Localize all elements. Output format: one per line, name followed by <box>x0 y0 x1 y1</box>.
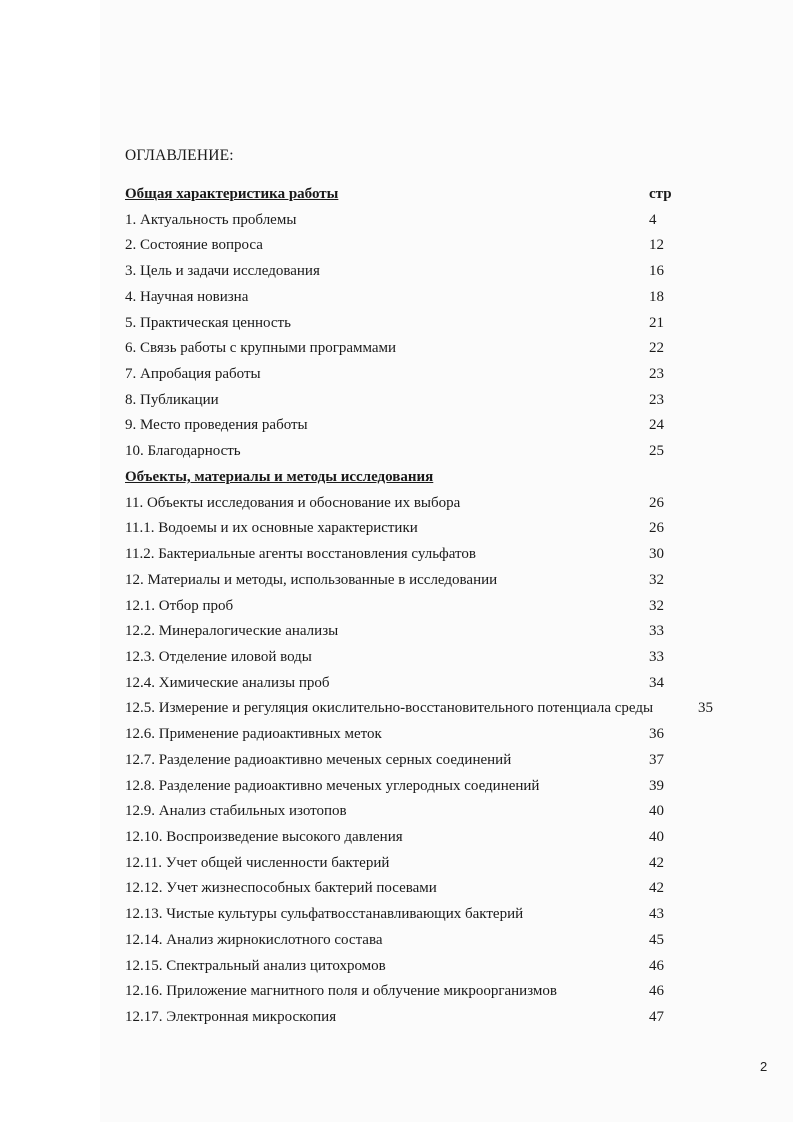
toc-entry-label: 12.7. Разделение радиоактивно меченых серных соединений <box>125 751 512 768</box>
toc-entry-page: 21 <box>649 314 664 331</box>
toc-row <box>125 366 725 392</box>
toc-entry-page: 46 <box>649 983 664 1000</box>
toc-row <box>125 752 725 778</box>
toc-row <box>125 315 725 341</box>
toc-entry-label: 12.10. Воспроизведение высокого давления <box>125 828 403 845</box>
toc-section-heading <box>125 469 725 495</box>
toc-row <box>125 623 725 649</box>
toc-entry-page: 26 <box>649 494 664 511</box>
toc-entry-label: 12.17. Электронная микроскопия <box>125 1009 337 1025</box>
toc-entry-label: 12.4. Химические анализы проб <box>125 674 330 691</box>
toc-entry-label: 12.1. Отбор проб <box>125 597 234 614</box>
toc-row <box>125 263 725 289</box>
toc-row <box>125 649 725 675</box>
toc-entry-page: 23 <box>649 391 664 408</box>
toc-entry-label: 12.6. Применение радиоактивных меток <box>125 726 382 743</box>
toc-entry-page: 34 <box>649 674 664 691</box>
toc-row <box>125 855 725 881</box>
toc-entry-page: 40 <box>649 803 664 820</box>
toc-row <box>125 443 725 469</box>
toc-entry-label: 12.16. Приложение магнитного поля и облучение микроорганизмов <box>125 983 557 1000</box>
toc-entry-page: 39 <box>649 777 664 794</box>
table-of-contents <box>125 186 725 1035</box>
toc-entry-page: 32 <box>649 571 664 588</box>
toc-entry-page: 18 <box>649 288 664 305</box>
toc-entry-page: 32 <box>649 597 664 614</box>
toc-entry-page: 4 <box>649 211 657 228</box>
toc-entry-page: 40 <box>649 828 664 845</box>
toc-row <box>125 675 725 701</box>
toc-entry-page: 12 <box>649 237 664 254</box>
toc-entry-page: 42 <box>649 854 664 871</box>
toc-row <box>125 572 725 598</box>
toc-row <box>125 495 725 521</box>
toc-row <box>125 392 725 418</box>
toc-entry-label: 7. Апробация работы <box>125 366 261 383</box>
toc-entry-label: 11. Объекты исследования и обоснование их выбора <box>125 494 461 511</box>
toc-entry-page: 35 <box>698 700 713 717</box>
toc-entry-label: 12.2. Минералогические анализы <box>125 623 339 640</box>
toc-row <box>125 598 725 624</box>
toc-entry-page: 46 <box>649 957 664 974</box>
toc-row <box>125 726 725 752</box>
toc-row <box>125 803 725 829</box>
toc-row <box>125 546 725 572</box>
toc-entry-label: 12.3. Отделение иловой воды <box>125 648 312 665</box>
toc-section-heading <box>125 186 725 212</box>
toc-entry-page: 16 <box>649 263 664 280</box>
toc-entry-page: 30 <box>649 546 664 563</box>
toc-row <box>125 932 725 958</box>
toc-entry-label: 12.15. Спектральный анализ цитохромов <box>125 957 386 974</box>
toc-entry-label: 10. Благодарность <box>125 443 241 460</box>
toc-entry-page: 26 <box>649 520 664 537</box>
toc-entry-page: 25 <box>649 443 664 460</box>
toc-row <box>125 778 725 804</box>
toc-entry-label: 12.8. Разделение радиоактивно меченых углеродных соединений <box>125 777 540 794</box>
toc-entry-label: 12.13. Чистые культуры сульфатвосстанавливающих бактерий <box>125 906 524 923</box>
toc-entry-label: 5. Практическая ценность <box>125 314 291 331</box>
toc-row <box>125 1009 725 1035</box>
toc-entry-page: 23 <box>649 366 664 383</box>
toc-entry-label: 11.2. Бактериальные агенты восстановления сульфатов <box>125 546 476 563</box>
toc-row <box>125 340 725 366</box>
toc-entry-label: Объекты, материалы и методы исследования <box>125 468 434 485</box>
toc-entry-label: Общая характеристика работы <box>125 186 339 202</box>
toc-entry-label: 12.11. Учет общей численности бактерий <box>125 854 390 871</box>
toc-entry-label: 12.5. Измерение и регуляция окислительно-восстановительного потенциала среды <box>125 700 654 717</box>
toc-entry-label: 8. Публикации <box>125 391 219 408</box>
toc-entry-label: 6. Связь работы с крупными программами <box>125 340 397 357</box>
toc-entry-page: 24 <box>649 417 664 434</box>
toc-entry-label: 3. Цель и задачи исследования <box>125 263 320 280</box>
toc-row <box>125 417 725 443</box>
toc-entry-page: 22 <box>649 340 664 357</box>
toc-entry-page: 45 <box>649 931 664 948</box>
toc-row <box>125 289 725 315</box>
toc-entry-page: стр <box>649 186 672 202</box>
toc-entry-label: 11.1. Водоемы и их основные характеристики <box>125 520 418 537</box>
toc-row <box>125 829 725 855</box>
toc-entry-label: 12.12. Учет жизнеспособных бактерий посевами <box>125 880 437 897</box>
toc-row <box>125 906 725 932</box>
toc-entry-page: 37 <box>649 751 664 768</box>
toc-row <box>125 237 725 263</box>
toc-entry-page: 33 <box>649 648 664 665</box>
toc-entry-label: 12.14. Анализ жирнокислотного состава <box>125 931 383 948</box>
toc-row <box>125 983 725 1009</box>
toc-row <box>125 958 725 984</box>
toc-row <box>125 212 725 238</box>
toc-row <box>125 520 725 546</box>
toc-heading: ОГЛАВЛЕНИЕ: <box>125 147 234 164</box>
toc-entry-label: 2. Состояние вопроса <box>125 237 263 254</box>
toc-entry-page: 36 <box>649 726 664 743</box>
toc-entry-label: 9. Место проведения работы <box>125 417 308 434</box>
toc-entry-page: 47 <box>649 1009 664 1025</box>
toc-entry-label: 4. Научная новизна <box>125 288 249 305</box>
toc-row <box>125 880 725 906</box>
toc-entry-label: 1. Актуальность проблемы <box>125 211 297 228</box>
toc-row <box>125 700 725 726</box>
toc-entry-page: 42 <box>649 880 664 897</box>
toc-entry-label: 12.9. Анализ стабильных изотопов <box>125 803 347 820</box>
toc-entry-label: 12. Материалы и методы, использованные в исследовании <box>125 571 498 588</box>
page-number: 2 <box>760 1059 768 1074</box>
toc-entry-page: 33 <box>649 623 664 640</box>
toc-entry-page: 43 <box>649 906 664 923</box>
